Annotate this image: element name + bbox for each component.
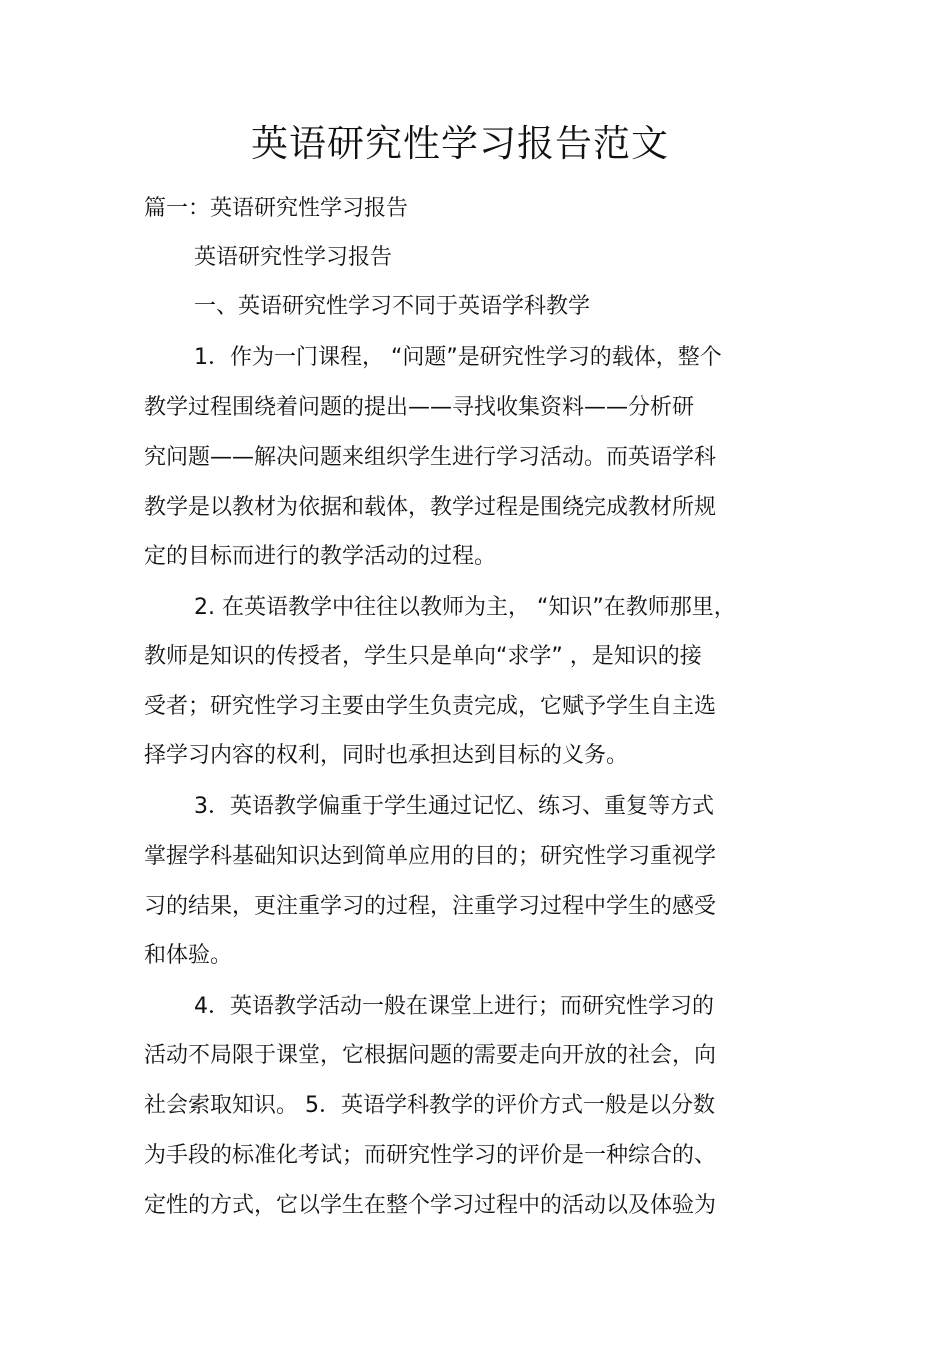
text-line: 1．作为一门课程， “问题”是研究性学习的载体，整个: [194, 345, 722, 370]
document-title: 英语研究性学习报告范文: [251, 122, 669, 165]
text-line: 4．英语教学活动一般在课堂上进行；而研究性学习的: [194, 994, 714, 1019]
text-line: 和体验。: [144, 943, 233, 968]
text-line: 择学习内容的权利，同时也承担达到目标的义务。: [144, 743, 629, 768]
text-line: 教学过程围绕着问题的提出——寻找收集资料——分析研: [144, 395, 695, 420]
text-line: 究问题——解决问题来组织学生进行学习活动。而英语学科: [144, 445, 717, 470]
text-line: 一、英语研究性学习不同于英语学科教学: [194, 294, 591, 319]
text-line: 教学是以教材为依据和载体，教学过程是围绕完成教材所规: [144, 495, 717, 520]
text-line: 为手段的标准化考试；而研究性学习的评价是一种综合的、: [144, 1143, 717, 1168]
text-line: 英语研究性学习报告: [194, 245, 393, 270]
text-line: 受者；研究性学习主要由学生负责完成，它赋予学生自主选: [144, 694, 717, 719]
text-line: 定性的方式，它以学生在整个学习过程中的活动以及体验为: [144, 1193, 717, 1218]
text-line: 3．英语教学偏重于学生通过记忆、练习、重复等方式: [194, 794, 714, 819]
text-line: 活动不局限于课堂，它根据问题的需要走向开放的社会，向: [144, 1043, 717, 1068]
text-line: 习的结果，更注重学习的过程，注重学习过程中学生的感受: [144, 894, 717, 919]
text-line: 教师是知识的传授者，学生只是单向“求学” ，是知识的接: [144, 644, 702, 669]
text-line: 定的目标而进行的教学活动的过程。: [144, 544, 497, 569]
text-line: 社会索取知识。 5．英语学科教学的评价方式一般是以分数: [144, 1093, 715, 1118]
text-line: 2. 在英语教学中往往以教师为主， “知识”在教师那里，: [194, 595, 736, 620]
text-line: 掌握学科基础知识达到简单应用的目的；研究性学习重视学: [144, 844, 717, 869]
text-line: 篇一：英语研究性学习报告: [144, 196, 409, 221]
